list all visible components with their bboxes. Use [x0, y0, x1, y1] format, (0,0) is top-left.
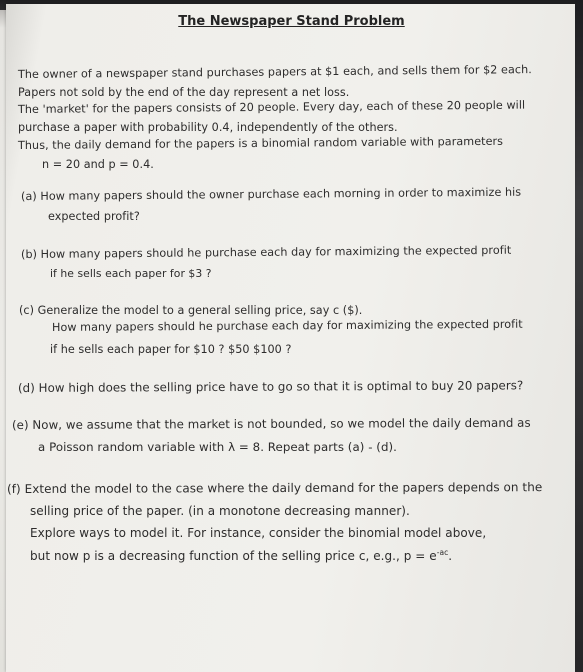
part-b-line-2: if he sells each paper for $3 ?	[50, 267, 212, 280]
part-d-line-1: (d) How high does the selling price have to go so that it is optimal to buy 20 papers?	[17, 378, 524, 395]
dark-background-edge	[575, 0, 583, 672]
intro-line-4: purchase a paper with probability 0.4, independently of the others.	[18, 121, 398, 134]
document-title: The Newspaper Stand Problem	[178, 14, 405, 29]
part-c-line-1: (c) Generalize the model to a general selling price, say c ($).	[19, 304, 363, 317]
part-f-line-4-text: but now p is a decreasing function of the selling price c, e.g., p = e	[30, 549, 437, 563]
part-b-line-1: (b) How many papers should he purchase each day for maximizing the expected profit	[20, 243, 512, 261]
part-c-line-3: if he sells each paper for $10 ? $50 $100 ?	[50, 343, 292, 356]
intro-line-6: n = 20 and p = 0.4.	[42, 158, 154, 171]
part-a-line-1: (a) How many papers should the owner purchase each morning in order to maximize his	[20, 185, 522, 203]
part-a-line-2: expected profit?	[48, 210, 140, 223]
intro-line-5: Thus, the daily demand for the papers is a binomial random variable with parameters	[17, 134, 504, 152]
part-e-line-2: a Poisson random variable with λ = 8. Repeat parts (a) - (d).	[38, 440, 397, 454]
part-f-line-3: Explore ways to model it. For instance, consider the binomial model above,	[30, 526, 487, 540]
intro-line-2: Papers not sold by the end of the day represent a net loss.	[18, 86, 350, 99]
intro-line-3: The 'market' for the papers consists of 20 people. Every day, each of these 20 people will	[17, 98, 526, 116]
part-c-line-2: How many papers should he purchase each day for maximizing the expected profit	[51, 317, 523, 334]
part-e-line-1: (e) Now, we assume that the market is not bounded, so we model the daily demand as	[11, 415, 531, 432]
period-mark: .	[448, 549, 453, 563]
part-f-line-2: selling price of the paper. (in a monotone decreasing manner).	[30, 504, 410, 518]
part-f-line-4	[30, 548, 452, 563]
exponent-ac: -ac	[436, 548, 449, 557]
intro-line-1: The owner of a newspaper stand purchases papers at $1 each, and sells them for $2 each.	[17, 63, 532, 81]
part-f-line-1: (f) Extend the model to the case where the daily demand for the papers depends on the	[6, 480, 543, 496]
